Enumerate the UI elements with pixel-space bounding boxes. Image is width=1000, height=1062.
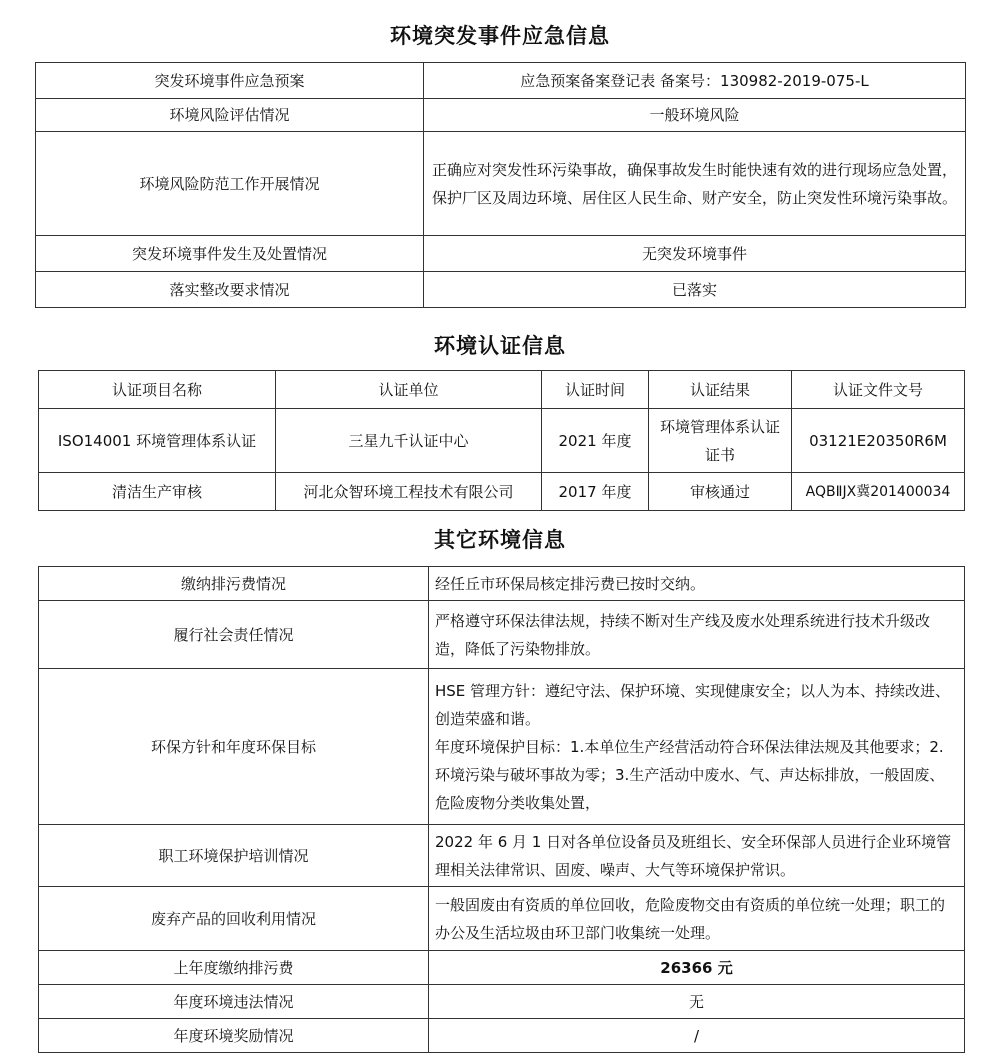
hse-policy-text: HSE 管理方针：遵纪守法、保护环境、实现健康安全；以人为本、持续改进、创造荣盛和谐。 — [435, 681, 951, 728]
other-section-title: 其它环境信息 — [434, 528, 566, 552]
other-label: 环保方针和年度环保目标 — [39, 669, 429, 825]
column-header: 认证项目名称 — [39, 371, 276, 409]
cert-doc-number: 03121E20350R6M — [792, 409, 965, 473]
other-label: 年度环境奖励情况 — [39, 1019, 429, 1053]
cert-result: 环境管理体系认证证书 — [649, 409, 792, 473]
table-row — [36, 236, 966, 272]
emergency-value: 一般环境风险 — [424, 99, 966, 132]
table-row — [39, 951, 965, 985]
table-row — [36, 132, 966, 236]
cert-item-name: ISO14001 环境管理体系认证 — [39, 409, 276, 473]
cert-time: 2021 年度 — [542, 409, 649, 473]
other-value: 严格遵守环保法律法规，持续不断对生产线及废水处理系统进行技术升级改造，降低了污染物排放。 — [429, 601, 965, 669]
other-value: 26366 元 — [429, 951, 965, 985]
certification-section-title: 环境认证信息 — [434, 334, 566, 358]
other-value: 一般固废由有资质的单位回收，危险废物交由有资质的单位统一处理；职工的办公及生活垃圾由环卫部门收集统一处理。 — [429, 887, 965, 951]
column-header: 认证文件文号 — [792, 371, 965, 409]
emergency-table — [35, 62, 966, 308]
cert-unit: 三星九千认证中心 — [276, 409, 542, 473]
annual-target-text: 年度环境保护目标：1.本单位生产经营活动符合环保法律法规及其他要求；2.环境污染与破坏事故为零；3.生产活动中废水、气、声达标排放，一般固废、危险废物分类收集处置， — [435, 737, 945, 812]
other-value — [429, 669, 965, 825]
table-row — [39, 985, 965, 1019]
table-row — [39, 409, 965, 473]
cert-doc-number: AQBⅡJX冀201400034 — [792, 473, 965, 511]
table-row — [36, 272, 966, 308]
emergency-value: 应急预案备案登记表 备案号：130982-2019-075-L — [424, 63, 966, 99]
cert-unit: 河北众智环境工程技术有限公司 — [276, 473, 542, 511]
table-row — [39, 473, 965, 511]
emergency-label: 环境风险防范工作开展情况 — [36, 132, 424, 236]
emergency-value: 已落实 — [424, 272, 966, 308]
cert-item-name: 清洁生产审核 — [39, 473, 276, 511]
other-value: 无 — [429, 985, 965, 1019]
column-header: 认证单位 — [276, 371, 542, 409]
other-value: 经任丘市环保局核定排污费已按时交纳。 — [429, 567, 965, 601]
emergency-label: 落实整改要求情况 — [36, 272, 424, 308]
other-label: 上年度缴纳排污费 — [39, 951, 429, 985]
table-row — [39, 887, 965, 951]
cert-result: 审核通过 — [649, 473, 792, 511]
cert-time: 2017 年度 — [542, 473, 649, 511]
other-value: / — [429, 1019, 965, 1053]
other-label: 缴纳排污费情况 — [39, 567, 429, 601]
table-row — [39, 567, 965, 601]
table-row — [36, 99, 966, 132]
other-label: 职工环境保护培训情况 — [39, 825, 429, 887]
other-table — [38, 566, 965, 1053]
table-row — [39, 825, 965, 887]
emergency-label: 环境风险评估情况 — [36, 99, 424, 132]
column-header: 认证结果 — [649, 371, 792, 409]
other-value: 2022 年 6 月 1 日对各单位设备员及班组长、安全环保部人员进行企业环境管理相关法律常识、固废、噪声、大气等环境保护常识。 — [429, 825, 965, 887]
other-label: 废弃产品的回收利用情况 — [39, 887, 429, 951]
certification-table — [38, 370, 965, 511]
table-row — [39, 1019, 965, 1053]
column-header: 认证时间 — [542, 371, 649, 409]
table-row — [39, 669, 965, 825]
other-label: 年度环境违法情况 — [39, 985, 429, 1019]
other-label: 履行社会责任情况 — [39, 601, 429, 669]
table-row — [36, 63, 966, 99]
emergency-value: 无突发环境事件 — [424, 236, 966, 272]
emergency-label: 突发环境事件应急预案 — [36, 63, 424, 99]
table-row — [39, 601, 965, 669]
emergency-section-title: 环境突发事件应急信息 — [390, 24, 610, 48]
emergency-label: 突发环境事件发生及处置情况 — [36, 236, 424, 272]
table-header-row — [39, 371, 965, 409]
emergency-value: 正确应对突发性环污染事故，确保事故发生时能快速有效的进行现场应急处置，保护厂区及周边环境、居住区人民生命、财产安全，防止突发性环境污染事故。 — [424, 132, 966, 236]
